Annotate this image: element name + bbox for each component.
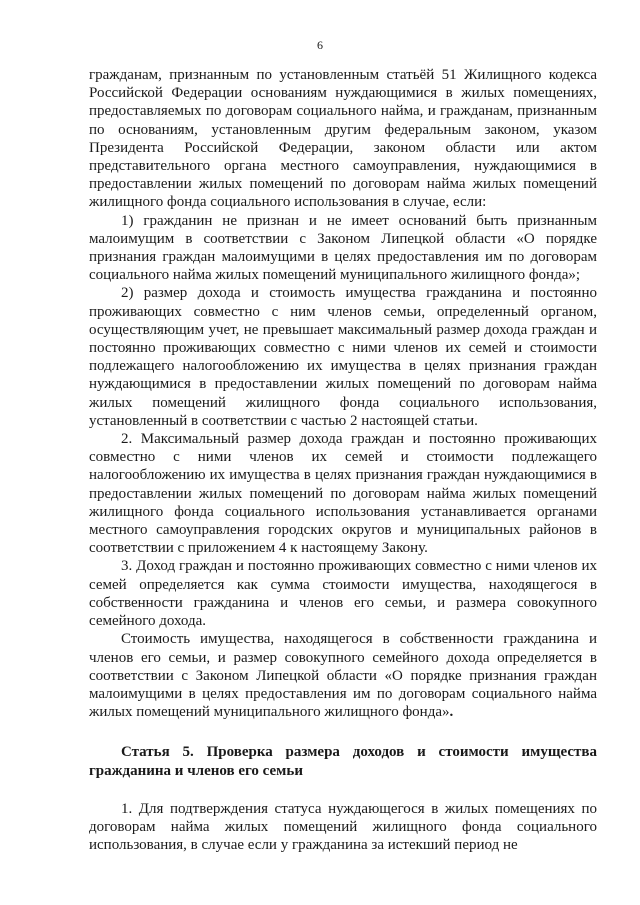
paragraph-part-3: 3. Доход граждан и постоянно проживающих совместно с ними членов их семей определяется как сумма стоимости имущества, находящегося в собственности гражданина и членов его семьи, и размера совокупного семейного дохода. — [89, 558, 597, 630]
paragraph-part-2: 2. Максимальный размер дохода граждан и постоянно проживающих совместно с ними членов их семей и стоимости подлежащего налогообложению их имущества в целях признания граждан нуждающимися в предоставлении жилых помещений по договорам найма жилых помещений жилищного фонда социального использования устанавливается органами местного самоуправления городских округов и муниципальных районов в соответствии с приложением 4 к настоящему Закону. — [89, 431, 597, 557]
paragraph-property-value — [89, 630, 597, 721]
paragraph-item-2: 2) размер дохода и стоимость имущества гражданина и постоянно проживающих совместно с ним членов семьи, определенный органом, осуществляющим учет, не превышает максимальный размер дохода граждан и постоянно проживающих совместно с ними членов их семей и стоимости подлежащего налогообложению их имущества в целях признания граждан нуждающимися в предоставлении жилых помещений по договорам найма жилых помещений жилищного фонда социального использования, установленный в соответствии с частью 2 настоящей статьи. — [89, 285, 597, 429]
paragraph-end-mark: . — [449, 704, 454, 721]
paragraph-item-1: 1) гражданин не признан и не имеет оснований быть признанным малоимущим в соответствии с Законом Липецкой области «О порядке признания граждан малоимущими в целях предоставления им по договорам социального найма жилых помещений муниципального жилищного фонда»; — [89, 212, 597, 284]
paragraph-article-5-part-1: 1. Для подтверждения статуса нуждающегося в жилых помещениях по договорам найма жилых помещений жилищного фонда социального использования, в случае если у гражданина за истекший период не — [89, 800, 597, 854]
article-heading: Статья 5. Проверка размера доходов и стоимости имущества гражданина и членов его семьи — [89, 744, 597, 779]
paragraph-intro: гражданам, признанным по установленным статьёй 51 Жилищного кодекса Российской Федерации основаниям нуждающимися в жилых помещениях, предоставляемых по договорам социального найма, и гражданам, признанным по основаниям, установленным другим федеральным законом, указом Президента Российской Федерации, законом области или актом представительного органа местного самоуправления, нуждающимися в предоставлении жилых помещений по договорам найма жилых помещений жилищного фонда социального использования в случае, если: — [89, 67, 597, 211]
document-body — [89, 66, 597, 854]
page-number: 6 — [317, 38, 323, 52]
paragraph-property-value-text: Стоимость имущества, находящегося в собственности гражданина и членов его семьи, и размер совокупного семейного дохода определяется в соответствии с Законом Липецкой области «О порядке признания граждан малоимущими в целях предоставления им по договорам социального найма жилых помещений муниципального жилищного фонда» — [89, 631, 597, 721]
